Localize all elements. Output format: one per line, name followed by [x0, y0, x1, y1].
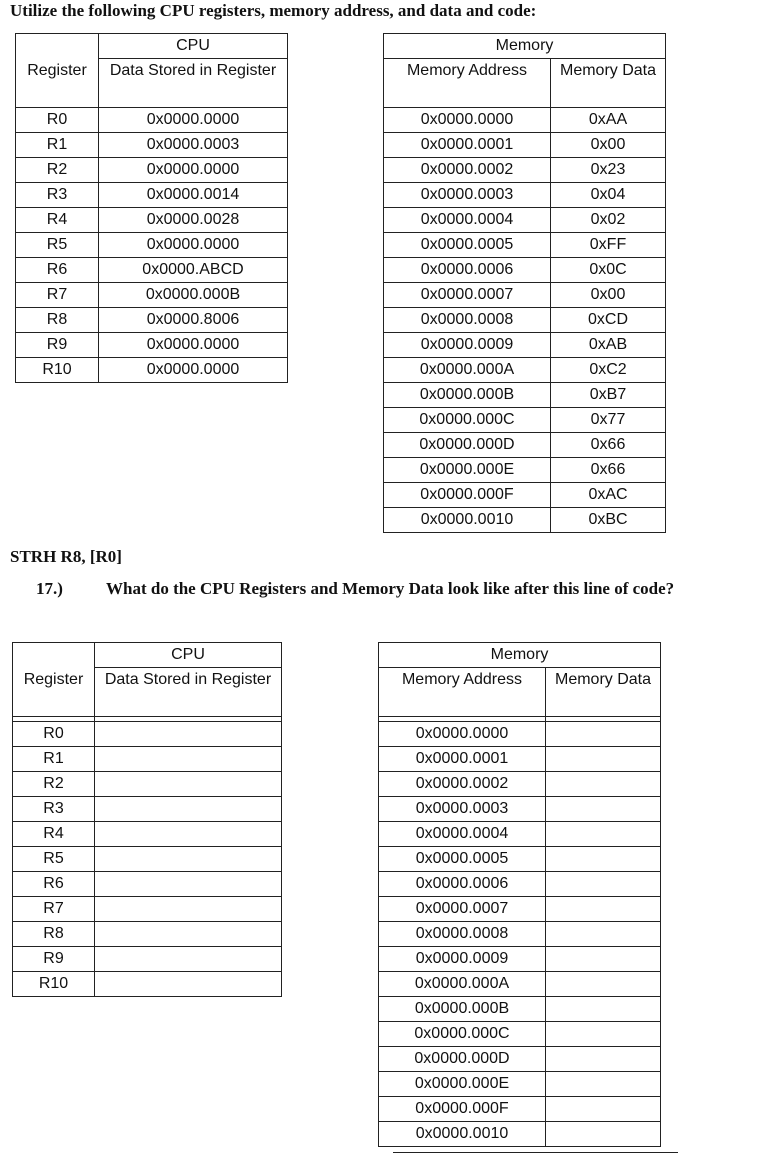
answer-cpu-header-spacer: [13, 643, 95, 668]
register-value[interactable]: [95, 747, 282, 772]
table-row: [384, 508, 666, 533]
memory-address: 0x0000.0006: [384, 258, 551, 283]
memory-value[interactable]: [546, 747, 661, 772]
memory-address: 0x0000.000E: [379, 1072, 546, 1097]
table-row: [384, 208, 666, 233]
memory-value: 0x04: [551, 183, 666, 208]
table-row: [384, 233, 666, 258]
memory-value[interactable]: [546, 922, 661, 947]
register-name: R4: [16, 208, 99, 233]
table-row: [379, 922, 661, 947]
question-number: 17.): [36, 579, 63, 598]
register-value: 0x0000.0000: [99, 333, 288, 358]
table-row: [379, 747, 661, 772]
table-row: [379, 947, 661, 972]
register-value: 0x0000.0000: [99, 108, 288, 133]
memory-col-address: Memory Address: [384, 59, 551, 108]
register-value[interactable]: [95, 947, 282, 972]
memory-value: 0xB7: [551, 383, 666, 408]
memory-address: 0x0000.0000: [384, 108, 551, 133]
register-value: 0x0000.0014: [99, 183, 288, 208]
table-row: [379, 847, 661, 872]
table-row: [379, 872, 661, 897]
table-row: [384, 358, 666, 383]
table-row: [13, 772, 282, 797]
table-row: [16, 358, 288, 383]
register-value[interactable]: [95, 822, 282, 847]
memory-address: 0x0000.0005: [384, 233, 551, 258]
table-row: [379, 897, 661, 922]
register-value: 0x0000.0028: [99, 208, 288, 233]
memory-address: 0x0000.0000: [379, 722, 546, 747]
register-name: R7: [13, 897, 95, 922]
memory-address: 0x0000.0004: [379, 822, 546, 847]
bottom-rule: [393, 1152, 678, 1153]
memory-value[interactable]: [546, 997, 661, 1022]
table-row: [13, 847, 282, 872]
register-value[interactable]: [95, 972, 282, 997]
memory-col-data: Memory Data: [551, 59, 666, 108]
answer-cpu-col-register: Register: [13, 668, 95, 717]
memory-value[interactable]: [546, 722, 661, 747]
answer-memory-col-data: Memory Data: [546, 668, 661, 717]
table-row: [16, 108, 288, 133]
cpu-register-table: [15, 33, 288, 383]
table-row: [16, 158, 288, 183]
answer-memory-title: Memory: [379, 643, 661, 668]
memory-address: 0x0000.0010: [379, 1122, 546, 1147]
memory-value: 0xAB: [551, 333, 666, 358]
table-row: [16, 283, 288, 308]
memory-value[interactable]: [546, 1097, 661, 1122]
register-name: R7: [16, 283, 99, 308]
table-row: [379, 1122, 661, 1147]
table-row: [13, 747, 282, 772]
cpu-rows: [16, 108, 288, 383]
memory-value: 0x23: [551, 158, 666, 183]
register-name: R0: [13, 722, 95, 747]
table-row: [379, 997, 661, 1022]
register-name: R6: [16, 258, 99, 283]
table-row: [384, 458, 666, 483]
memory-value: 0x00: [551, 283, 666, 308]
register-value: 0x0000.0003: [99, 133, 288, 158]
table-row: [384, 108, 666, 133]
memory-value[interactable]: [546, 1122, 661, 1147]
memory-address: 0x0000.000C: [379, 1022, 546, 1047]
table-row: [13, 872, 282, 897]
answer-memory-col-address: Memory Address: [379, 668, 546, 717]
register-name: R4: [13, 822, 95, 847]
table-row: [13, 722, 282, 747]
table-row: [379, 1047, 661, 1072]
register-name: R3: [16, 183, 99, 208]
table-row: [384, 308, 666, 333]
memory-address: 0x0000.0003: [384, 183, 551, 208]
memory-value: 0xBC: [551, 508, 666, 533]
memory-address: 0x0000.000A: [379, 972, 546, 997]
memory-address: 0x0000.000E: [384, 458, 551, 483]
memory-address: 0x0000.000C: [384, 408, 551, 433]
register-value[interactable]: [95, 897, 282, 922]
memory-value[interactable]: [546, 1047, 661, 1072]
register-name: R1: [16, 133, 99, 158]
register-value[interactable]: [95, 722, 282, 747]
memory-address: 0x0000.0008: [379, 922, 546, 947]
table-row: [16, 133, 288, 158]
cpu-header-spacer: [16, 34, 99, 59]
table-row: [384, 408, 666, 433]
memory-value[interactable]: [546, 972, 661, 997]
memory-address: 0x0000.0007: [379, 897, 546, 922]
page-heading: Utilize the following CPU registers, memory address, and data and code:: [10, 1, 537, 20]
table-row: [379, 772, 661, 797]
question-text: What do the CPU Registers and Memory Data look like after this line of code?: [106, 579, 675, 598]
register-value: 0x0000.0000: [99, 233, 288, 258]
memory-value: 0x00: [551, 133, 666, 158]
answer-cpu-rows: [13, 722, 282, 997]
table-row: [379, 1097, 661, 1122]
register-name: R9: [16, 333, 99, 358]
memory-address: 0x0000.0009: [379, 947, 546, 972]
memory-address: 0x0000.0005: [379, 847, 546, 872]
memory-value: 0x77: [551, 408, 666, 433]
memory-address: 0x0000.0002: [384, 158, 551, 183]
memory-value[interactable]: [546, 1022, 661, 1047]
table-row: [13, 797, 282, 822]
register-value: 0x0000.0000: [99, 358, 288, 383]
register-value[interactable]: [95, 847, 282, 872]
register-name: R5: [16, 233, 99, 258]
memory-address: 0x0000.000B: [384, 383, 551, 408]
memory-value[interactable]: [546, 947, 661, 972]
memory-address: 0x0000.000F: [384, 483, 551, 508]
memory-value[interactable]: [546, 897, 661, 922]
table-row: [379, 1072, 661, 1097]
memory-address: 0x0000.0006: [379, 872, 546, 897]
register-name: R9: [13, 947, 95, 972]
register-name: R2: [13, 772, 95, 797]
memory-address: 0x0000.0001: [384, 133, 551, 158]
memory-value: 0xAA: [551, 108, 666, 133]
register-name: R8: [16, 308, 99, 333]
register-value: 0x0000.0000: [99, 158, 288, 183]
memory-address: 0x0000.0010: [384, 508, 551, 533]
table-row: [379, 822, 661, 847]
table-row: [13, 947, 282, 972]
memory-value: 0x02: [551, 208, 666, 233]
table-row: [384, 283, 666, 308]
table-row: [384, 183, 666, 208]
table-row: [379, 972, 661, 997]
memory-address: 0x0000.000F: [379, 1097, 546, 1122]
table-row: [16, 258, 288, 283]
register-name: R6: [13, 872, 95, 897]
memory-value: 0x66: [551, 433, 666, 458]
table-row: [379, 797, 661, 822]
table-row: [384, 483, 666, 508]
register-value: 0x0000.000B: [99, 283, 288, 308]
table-row: [379, 1022, 661, 1047]
memory-address: 0x0000.000B: [379, 997, 546, 1022]
answer-memory-rows: [379, 722, 661, 1147]
memory-value[interactable]: [546, 1072, 661, 1097]
memory-title: Memory: [384, 34, 666, 59]
register-name: R8: [13, 922, 95, 947]
code-line: STRH R8, [R0]: [10, 547, 122, 566]
register-name: R10: [13, 972, 95, 997]
memory-table: [383, 33, 666, 533]
memory-value: 0xC2: [551, 358, 666, 383]
table-row: [16, 233, 288, 258]
memory-address: 0x0000.000A: [384, 358, 551, 383]
table-row: [13, 922, 282, 947]
memory-address: 0x0000.0004: [384, 208, 551, 233]
table-row: [16, 308, 288, 333]
answer-memory-table: [378, 642, 661, 1147]
register-name: R5: [13, 847, 95, 872]
cpu-col-register: Register: [16, 59, 99, 108]
register-name: R10: [16, 358, 99, 383]
memory-address: 0x0000.0002: [379, 772, 546, 797]
register-value[interactable]: [95, 922, 282, 947]
memory-address: 0x0000.0007: [384, 283, 551, 308]
memory-address: 0x0000.000D: [384, 433, 551, 458]
memory-address: 0x0000.0003: [379, 797, 546, 822]
memory-value: 0x66: [551, 458, 666, 483]
table-row: [16, 333, 288, 358]
table-row: [13, 972, 282, 997]
memory-rows: [384, 108, 666, 533]
table-row: [13, 897, 282, 922]
table-row: [16, 208, 288, 233]
table-row: [16, 183, 288, 208]
register-name: R3: [13, 797, 95, 822]
memory-value: 0xAC: [551, 483, 666, 508]
table-row: [384, 133, 666, 158]
register-name: R0: [16, 108, 99, 133]
memory-value: 0xCD: [551, 308, 666, 333]
table-row: [384, 383, 666, 408]
table-row: [384, 433, 666, 458]
table-row: [384, 158, 666, 183]
answer-cpu-register-table: [12, 642, 282, 997]
table-row: [379, 722, 661, 747]
memory-value: 0x0C: [551, 258, 666, 283]
register-value[interactable]: [95, 772, 282, 797]
memory-address: 0x0000.0001: [379, 747, 546, 772]
answer-cpu-title: CPU: [95, 643, 282, 668]
register-value[interactable]: [95, 872, 282, 897]
cpu-title: CPU: [99, 34, 288, 59]
memory-value[interactable]: [546, 847, 661, 872]
answer-cpu-col-data: Data Stored in Register: [95, 668, 282, 717]
register-value: 0x0000.8006: [99, 308, 288, 333]
memory-address: 0x0000.0009: [384, 333, 551, 358]
memory-value[interactable]: [546, 772, 661, 797]
register-name: R1: [13, 747, 95, 772]
register-value: 0x0000.ABCD: [99, 258, 288, 283]
memory-value[interactable]: [546, 872, 661, 897]
table-row: [13, 822, 282, 847]
memory-address: 0x0000.000D: [379, 1047, 546, 1072]
register-value[interactable]: [95, 797, 282, 822]
table-row: [384, 333, 666, 358]
cpu-col-data: Data Stored in Register: [99, 59, 288, 108]
memory-value: 0xFF: [551, 233, 666, 258]
memory-value[interactable]: [546, 797, 661, 822]
memory-address: 0x0000.0008: [384, 308, 551, 333]
table-row: [384, 258, 666, 283]
register-name: R2: [16, 158, 99, 183]
memory-value[interactable]: [546, 822, 661, 847]
